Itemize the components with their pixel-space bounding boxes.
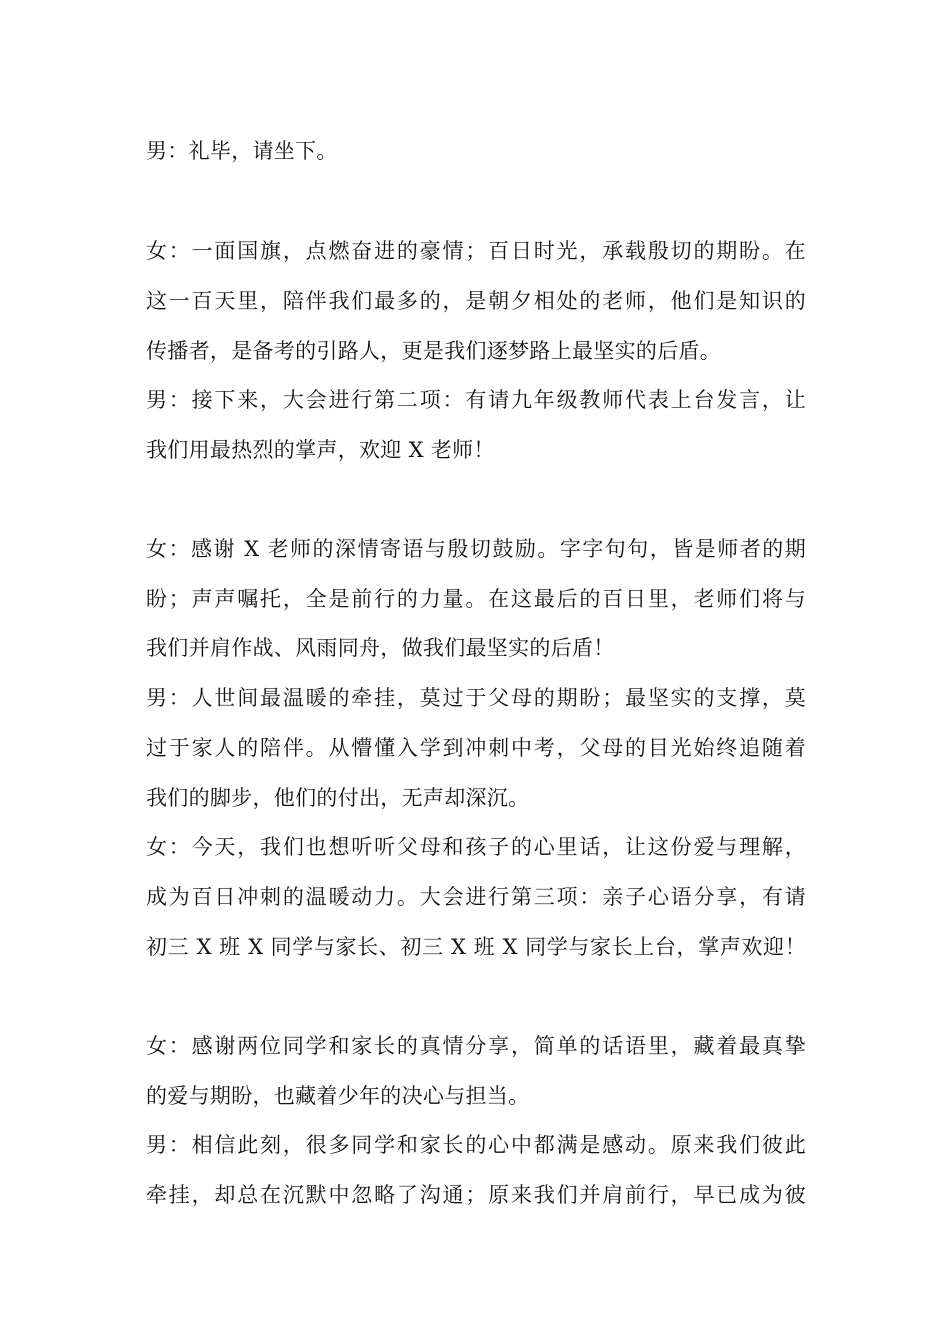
- text-line: 这一百天里，陪伴我们最多的，是朝夕相处的老师，他们是知识的: [146, 289, 806, 313]
- text-line: 男：礼毕，请坐下。: [146, 139, 338, 163]
- text-line: 我们的脚步，他们的付出，无声却深沉。: [146, 786, 530, 810]
- text-line: 牵挂，却总在沉默中忽略了沟通；原来我们并肩前行，早已成为彼: [146, 1183, 806, 1207]
- text-line: 我们并肩作战、风雨同舟，做我们最坚实的后盾！: [146, 636, 615, 660]
- text-line: 男：相信此刻，很多同学和家长的心中都满是感动。原来我们彼此: [146, 1133, 806, 1157]
- text-line: 的爱与期盼，也藏着少年的决心与担当。: [146, 1084, 530, 1108]
- text-line: 盼；声声嘱托，全是前行的力量。在这最后的百日里，老师们将与: [146, 587, 806, 611]
- text-line: 女：今天，我们也想听听父母和孩子的心里话，让这份爱与理解，: [146, 835, 806, 859]
- text-line: 男：接下来，大会进行第二项：有请九年级教师代表上台发言，让: [146, 388, 806, 412]
- text-line: 男：人世间最温暖的牵挂，莫过于父母的期盼；最坚实的支撑，莫: [146, 686, 806, 710]
- text-line: 成为百日冲刺的温暖动力。大会进行第三项：亲子心语分享，有请: [146, 885, 806, 909]
- text-line: 女：一面国旗，点燃奋进的豪情；百日时光，承载殷切的期盼。在: [146, 239, 806, 263]
- text-line: 传播者，是备考的引路人，更是我们逐梦路上最坚实的后盾。: [146, 339, 722, 363]
- text-line: 我们用最热烈的掌声，欢迎 X 老师！: [146, 438, 495, 462]
- text-line: 过于家人的陪伴。从懵懂入学到冲刺中考，父母的目光始终追随着: [146, 736, 806, 760]
- text-line: 初三 X 班 X 同学与家长、初三 X 班 X 同学与家长上台，掌声欢迎！: [146, 935, 806, 959]
- text-line: 女：感谢 X 老师的深情寄语与殷切鼓励。字字句句，皆是师者的期: [146, 537, 806, 561]
- text-line: 女：感谢两位同学和家长的真情分享，简单的话语里，藏着最真挚: [146, 1034, 806, 1058]
